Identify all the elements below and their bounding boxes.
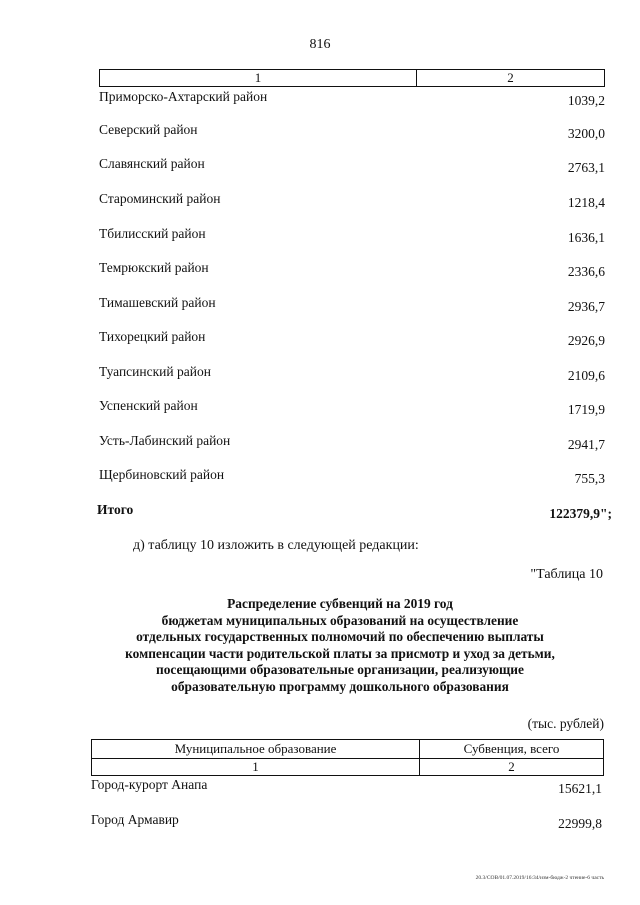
table1-row-value: 1218,4: [567, 195, 605, 210]
title-line: образовательную программу дошкольного образования: [171, 678, 509, 694]
intro-text: д) таблицу 10 изложить в следующей редакции:: [133, 538, 419, 553]
table1-row-value: 2109,6: [567, 368, 605, 383]
table-number: "Таблица 10: [530, 567, 603, 582]
title-line: посещающими образовательные организации, реализующие: [156, 662, 524, 678]
table1-row-name: Щербиновский район: [99, 467, 225, 482]
table1-row-value: 2936,7: [567, 299, 605, 314]
table1-row-name: Тимашевский район: [99, 295, 216, 310]
title-line: отдельных государственных полномочий по обеспечению выплаты: [136, 629, 544, 645]
table1-row-value: 2926,9: [567, 333, 605, 348]
table2-row-name: Город Армавир: [91, 812, 179, 827]
footer-code: 20.3/СОВ/01.07.2019/16:34/изм-бюдж-2 чтение-6 часть: [475, 875, 604, 881]
table-title: [90, 596, 590, 696]
table2-row-value: 15621,1: [558, 781, 602, 796]
table1-row-value: 1636,1: [567, 230, 605, 245]
table1-row-name: Тбилисский район: [99, 226, 206, 241]
table1-row-value: 2336,6: [567, 264, 605, 279]
table2-header: [91, 739, 604, 776]
table1-row-name: Приморско-Ахтарский район: [99, 89, 268, 104]
title-line: бюджетам муниципальных образований на осуществление: [161, 612, 519, 628]
table1-col1-number: 1: [100, 70, 417, 87]
table1-col2-number: 2: [417, 70, 605, 87]
table1-total-label: Итого: [97, 502, 134, 517]
table1-row-value: 1719,9: [567, 402, 605, 417]
table1-row-value: 3200,0: [567, 126, 605, 141]
table2-header-col2: Субвенция, всего: [420, 740, 604, 759]
table1-row-name: Темрюкский район: [99, 260, 209, 275]
table1-row-value: 1039,2: [567, 93, 605, 108]
table1-row-name: Северский район: [99, 122, 198, 137]
title-line: компенсации части родительской платы за присмотр и уход за детьми,: [125, 645, 555, 661]
page-number: 816: [309, 37, 331, 52]
table2-num-col1: 1: [92, 759, 420, 776]
table2-row-value: 22999,8: [558, 816, 602, 831]
table2-num-col2: 2: [420, 759, 604, 776]
table2-header-col1: Муниципальное образование: [92, 740, 420, 759]
table1-row-name: Успенский район: [99, 398, 198, 413]
table1-row-name: Туапсинский район: [99, 364, 211, 379]
table1-row-name: Славянский район: [99, 156, 205, 171]
table1-row-name: Усть-Лабинский район: [99, 433, 231, 448]
table1-row-name: Староминский район: [99, 191, 221, 206]
table1-row-value: 755,3: [574, 471, 605, 486]
table1-row-value: 2763,1: [567, 160, 605, 175]
table2-row-name: Город-курорт Анапа: [91, 777, 208, 792]
table1-row-value: 2941,7: [567, 437, 605, 452]
units-label: (тыс. рублей): [527, 716, 604, 731]
table1-header: [99, 69, 605, 87]
table1-row-name: Тихорецкий район: [99, 329, 206, 344]
title-line: Распределение субвенций на 2019 год: [227, 596, 453, 611]
table1-total-value: 122379,9";: [549, 506, 612, 521]
